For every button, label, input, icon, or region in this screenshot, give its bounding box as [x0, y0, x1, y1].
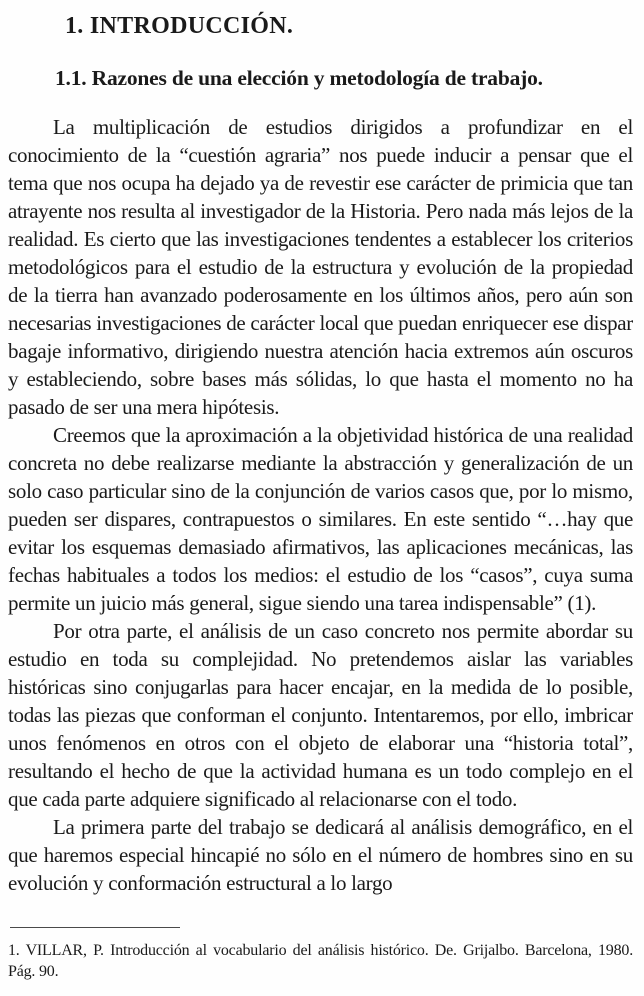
section-heading: 1. INTRODUCCIÓN. — [65, 13, 294, 39]
subsection-heading: 1.1. Razones de una elección y metodología de trabajo. — [55, 66, 543, 90]
footnote-block — [8, 927, 633, 982]
paragraph-3: Por otra parte, el análisis de un caso concreto nos permite abordar su estudio en toda su complejidad. No pretendemos aislar las variables históricas sino conjugarlas para hacer encajar, en la medida de lo posible, todas las piezas que conforman el conjunto. Intentaremos, por ello, imbricar unos fenómenos en otros con el objeto de elaborar una “historia total”, resultando el hecho de que la actividad humana es un todo complejo en el que cada parte adquiere significado al relacionarse con el todo. — [8, 619, 633, 811]
paragraph-2: Creemos que la aproximación a la objetividad histórica de una realidad concreta no debe realizarse mediante la abstracción y generalización de un solo caso particular sino de la conjunción de varios casos que, por lo mismo, pueden ser dispares, contrapuestos o similares. En este sentido “…hay que evitar los esquemas demasiado afirmativos, las aplicaciones mecánicas, las fechas habituales a todos los medios: el estudio de los “casos”, cuya suma permite un juicio más general, sigue siendo una tarea indispensable” (1). — [8, 423, 633, 615]
body-text — [8, 113, 633, 897]
paragraph-1: La multiplicación de estudios dirigidos a profundizar en el conocimiento de la “cuestión agraria” nos puede inducir a pensar que el tema que nos ocupa ha dejado ya de revestir ese carácter de primicia que tan atrayente nos resulta al investigador de la Historia. Pero nada más lejos de la realidad. Es cierto que las investigaciones tendentes a establecer los criterios metodológicos para el estudio de la estructura y evolución de la propiedad de la tierra han avanzado poderosamente en los últimos años, pero aún son necesarias investigaciones de carácter local que puedan enriquecer ese dispar bagaje informativo, dirigiendo nuestra atención hacia extremos aún oscuros y estableciendo, sobre bases más sólidas, lo que hasta el momento no ha pasado de ser una mera hipótesis. — [8, 115, 633, 419]
footnote-text: 1. VILLAR, P. Introducción al vocabulario del análisis histórico. De. Grijalbo. Barcelona, 1980. Pág. 90. — [8, 942, 633, 980]
page-body — [8, 0, 633, 914]
footnote-divider — [10, 927, 180, 928]
paragraph-4: La primera parte del trabajo se dedicará al análisis demográfico, en el que haremos especial hincapié no sólo en el número de hombres sino en su evolución y conformación estructural a lo largo — [8, 815, 633, 895]
